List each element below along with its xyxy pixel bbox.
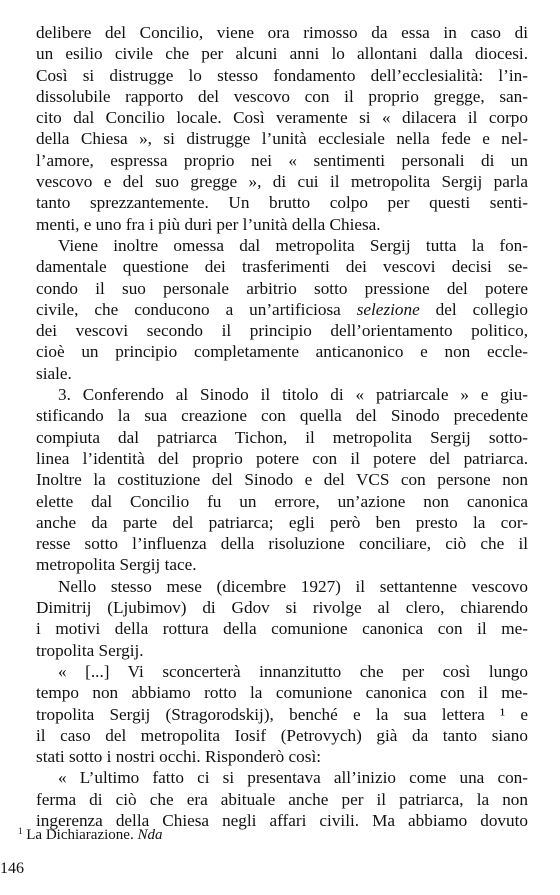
- text-line: condo il suo personale arbitrio sotto pressione del potere: [36, 278, 528, 298]
- text-line: « [...] Vi sconcerterà innanzitutto che per così lungo: [58, 661, 528, 681]
- text-line: compiuta dal patriarca Tichon, il metropolita Sergij sotto-: [36, 427, 528, 447]
- text-line: Inoltre la costituzione del Sinodo e del VCS con persone non: [36, 470, 528, 490]
- page-number: 146: [0, 860, 24, 877]
- text-line: vescovo e del suo gregge », di cui il metropolita Sergij parla: [36, 172, 528, 192]
- footnote-marker: 1: [18, 826, 23, 836]
- text-line: tropolita Sergij (Stragorodskij), benché e la sua lettera ¹ e: [36, 704, 528, 724]
- text-line: l’amore, espressa proprio nei « sentimenti personali di un: [36, 150, 528, 170]
- text-line: metropolita Sergij tace.: [36, 555, 197, 575]
- text-line: 3. Conferendo al Sinodo il titolo di « patriarcale » e giu-: [58, 385, 528, 405]
- text-line: elette dal Concilio fu un errore, un’azione non canonica: [36, 491, 528, 511]
- book-page: [36, 22, 528, 882]
- text-line: stificando la sua creazione con quella del Sinodo precedente: [36, 406, 528, 426]
- text-line: tropolita Sergij.: [36, 640, 144, 660]
- text-line: resse sotto l’influenza della risoluzione conciliare, ciò che il: [36, 534, 528, 554]
- text-line: Dimitrij (Ljubimov) di Gdov si rivolge al clero, chiarendo: [36, 598, 528, 618]
- text-line: siale.: [36, 363, 72, 383]
- text-line: ferma di ciò che era abituale anche per il patriarca, la non: [36, 789, 528, 809]
- text-line: ingerenza della Chiesa negli affari civili. Ma abbiamo dovuto: [36, 810, 528, 830]
- text-line: tempo non abbiamo rotto la comunione canonica con il me-: [36, 683, 528, 703]
- text-line: cito dal Concilio locale. Così veramente si « dilacera il corpo: [36, 108, 528, 128]
- text-line: damentale questione dei trasferimenti dei vescovi decisi se-: [36, 257, 528, 277]
- emphasis: selezione: [356, 299, 420, 319]
- footnote-attribution: Nda: [137, 827, 163, 843]
- text-line: anche da parte del patriarca; egli però ben presto la cor-: [36, 512, 528, 532]
- text-line: dei vescovi secondo il principio dell’orientamento politico,: [36, 321, 528, 341]
- text-line: stati sotto i nostri occhi. Risponderò così:: [36, 747, 322, 767]
- body-text: [36, 22, 528, 831]
- text-line: tanto sprezzantemente. Un brutto colpo per questi senti-: [36, 193, 528, 213]
- footnote: [18, 822, 162, 844]
- text-line: Così si distrugge lo stesso fondamento dell’ecclesialità: l’in-: [36, 65, 528, 85]
- text-line: civile, che conducono a un’artificiosa selezione del collegio: [36, 299, 528, 319]
- text-line: un esilio civile che per alcuni anni lo allontani dalla diocesi.: [36, 44, 528, 64]
- text-line: menti, e uno fra i più duri per l’unità della Chiesa.: [36, 214, 381, 234]
- text-line: cioè un principio completamente anticanonico e non eccle-: [36, 342, 528, 362]
- text-line: della Chiesa », si distrugge l’unità ecclesiale nella fede e nel-: [36, 129, 528, 149]
- text-line: dissolubile rapporto del vescovo con il proprio gregge, san-: [36, 86, 528, 106]
- footnote-text: La Dichiarazione.: [26, 827, 134, 843]
- text-line: il caso del metropolita Iosif (Petrovych) già da tanto siano: [36, 725, 528, 745]
- text-line: Viene inoltre omessa dal metropolita Sergij tutta la fon-: [58, 235, 528, 255]
- text-line: « L’ultimo fatto ci si presentava all’inizio come una con-: [58, 768, 528, 788]
- text-line: i motivi della rottura della comunione canonica con il me-: [36, 619, 528, 639]
- text-line: Nello stesso mese (dicembre 1927) il settantenne vescovo: [58, 576, 528, 596]
- text-line: linea l’identità del proprio potere con il potere del patriarca.: [36, 448, 528, 468]
- text-line: delibere del Concilio, viene ora rimosso da essa in caso di: [36, 23, 528, 42]
